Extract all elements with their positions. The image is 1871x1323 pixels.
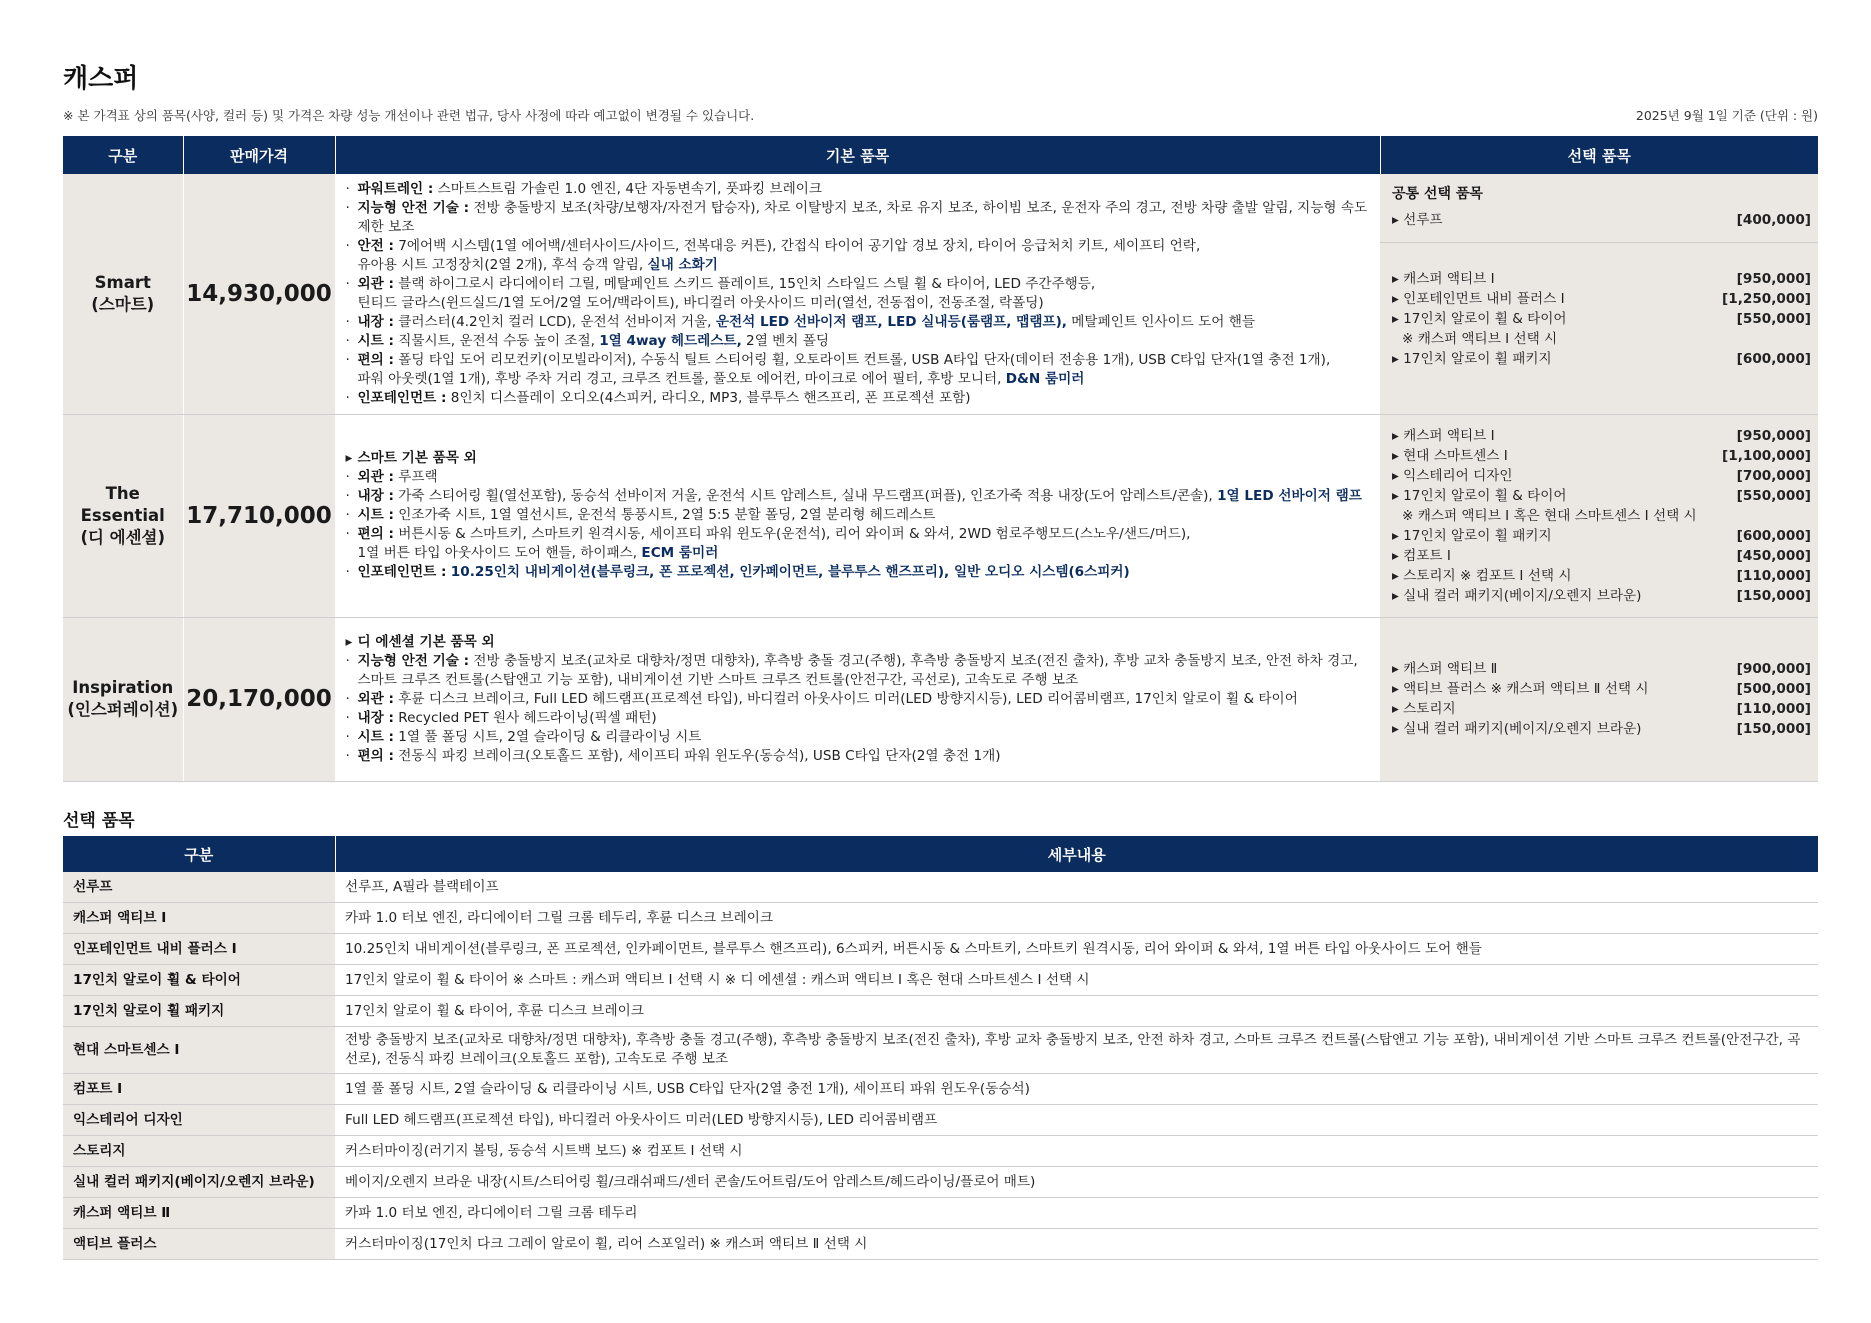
header-options: 선택 품목 [1380,136,1818,174]
basic-item-label: 인포테인먼트 : [357,389,447,406]
basic-item-label: 외관 : [357,690,394,707]
bullet-icon: · [345,690,350,707]
option-detail-desc: 커스터마이징(17인치 다크 그레이 알로이 휠, 리어 스포일러) ※ 캐스퍼 액티브 Ⅱ 선택 시 [335,1229,1818,1260]
basic-item-text [358,468,1371,487]
basic-item [346,199,1371,237]
trim-name-cell [63,617,183,781]
option-name: ▸ 인포테인먼트 내비 플러스 Ⅰ [1392,291,1565,307]
common-options-title: 공통 선택 품목 [1392,186,1483,202]
option-items-cell [1380,174,1818,414]
bullet-icon: · [345,313,350,330]
trim-price: 14,930,000 [183,174,335,414]
option-detail-name: 현대 스마트센스 Ⅰ [63,1027,335,1074]
options-header-detail: 세부내용 [335,836,1818,872]
common-options-block [1380,174,1818,243]
bullet-icon: · [345,469,350,485]
option-detail-name: 실내 컬러 패키지(베이지/오렌지 브라운) [63,1167,335,1198]
option-detail-name: 익스테리어 디자인 [63,1105,335,1136]
option-name: ▸ 17인치 알로이 휠 & 타이어 [1392,311,1567,327]
trim-name-cell [63,414,183,617]
basic-item-text [358,709,1371,728]
bullet-icon: · [345,728,350,745]
basic-item [346,256,1371,275]
bullet-icon: · [345,389,350,406]
option-detail-name: 캐스퍼 액티브 Ⅱ [63,1198,335,1229]
basic-item [346,525,1371,544]
trim-name-kr: (디 에센셜) [80,527,166,547]
header-trim: 구분 [63,136,183,174]
option-row [1392,679,1811,699]
option-price: [150,000] [1736,587,1811,604]
trim-table-header [63,136,1818,174]
page-title: 캐스퍼 [63,64,139,94]
basic-item [346,506,1371,525]
basic-item [346,652,1371,671]
bullet-icon: · [345,237,350,254]
option-price: [550,000] [1736,311,1811,327]
option-detail-row [63,965,1818,996]
basic-item-desc: 전동식 파킹 브레이크(오토홀드 포함), 세이프티 파워 윈도우(동승석), USB C타입 단자(2열 충전 1개) [393,747,1001,764]
option-detail-row [63,1167,1818,1198]
basic-item-text [358,690,1371,709]
option-detail-desc: 17인치 알로이 휠 & 타이어, 후륜 디스크 브레이크 [335,996,1818,1027]
option-name: ▸ 캐스퍼 액티브 Ⅰ [1392,427,1495,444]
basic-item [346,690,1371,709]
basic-item-highlight: 1열 4way 헤드레스트, [599,332,742,349]
trim-price: 20,170,000 [183,617,335,781]
basic-item-desc: 틴티드 글라스(윈드실드/1열 도어/2열 도어/백라이트), 바디컬러 아웃사이드 미러(열선, 전동접이, 전동조절, 락폴딩) [357,294,1044,311]
option-name-text: 컴포트 Ⅰ [1403,547,1451,564]
bullet-icon: · [345,709,350,726]
basic-intro-text [358,633,1371,652]
options-table-header [63,836,1818,872]
option-row [1392,466,1811,486]
option-detail-row [63,1074,1818,1105]
option-name-text: 액티브 플러스 ※ 캐스퍼 액티브 Ⅱ 선택 시 [1403,681,1649,697]
option-name-text: 익스테리어 디자인 [1403,467,1513,484]
trim-price-table [63,136,1818,782]
option-name-text: 스토리지 [1403,701,1456,717]
option-detail-desc: 10.25인치 내비게이션(블루링크, 폰 프로젝션, 인카페이먼트, 블루투스 핸즈프리), 6스피커, 버튼시동 & 스마트키, 스마트키 원격시동, 리어 와이퍼 & 와셔, 1열 버튼 타입 아웃사이드 도어 핸들 [335,934,1818,965]
option-name: ▸ 현대 스마트센스 Ⅰ [1392,447,1508,464]
bullet-icon: · [345,652,350,669]
option-name-text: 실내 컬러 패키지(베이지/오렌지 브라운) [1403,587,1642,604]
basic-item [346,709,1371,728]
header-basic: 기본 품목 [335,136,1380,174]
option-name-text: 실내 컬러 패키지(베이지/오렌지 브라운) [1403,721,1642,737]
basic-item-after: 2열 벤치 폴딩 [741,332,830,349]
option-row [1392,526,1811,546]
basic-item-text [358,389,1371,408]
basic-item [346,389,1371,408]
trim-name: The Essential [80,483,165,525]
triangle-bullet-icon: ▸ [345,450,353,466]
option-detail-desc: 전방 충돌방지 보조(교차로 대향차/정면 대향차), 후측방 충돌 경고(주행), 후측방 충돌방지 보조(전진 출차), 후방 교차 충돌방지 보조, 안전 하차 경고, 스마트 크루즈 컨트롤(스탑앤고 기능 포함), 내비게이션 기반 스마트 크루즈 컨트롤(안전구간, 곡선로), 전동식 파킹 브레이크(오토홀드 포함), 고속도로 주행 보조 [335,1027,1818,1074]
trim-price: 17,710,000 [183,414,335,617]
basic-item-text [358,671,1371,690]
basic-item [346,294,1371,313]
option-detail-name: 인포테인먼트 내비 플러스 Ⅰ [63,934,335,965]
option-detail-row [63,1198,1818,1229]
basic-item-desc: 전방 충돌방지 보조(교차로 대향차/정면 대향차), 후측방 충돌 경고(주행), 후측방 충돌방지 보조(전진 출차), 후방 교차 충돌방지 보조, 안전 하차 경고, [469,652,1358,669]
basic-item-desc: 파워 아웃렛(1열 1개), 후방 주차 거리 경고, 크루즈 컨트롤, 풀오토 에어컨, 마이크로 에어 필터, 후방 모니터, [357,370,1006,387]
basic-item-text [358,199,1371,237]
option-row [1392,719,1811,739]
option-detail-desc: 카파 1.0 터보 엔진, 라디에이터 그릴 크롬 테두리 [335,1198,1818,1229]
option-row [1392,586,1811,606]
basic-item-label: 내장 : [357,488,394,504]
option-name-text: 17인치 알로이 휠 패키지 [1403,351,1552,367]
basic-item-label: 외관 : [357,469,394,485]
option-row [1392,349,1811,369]
option-items-cell [1380,414,1818,617]
option-row [1392,426,1811,446]
option-row [1392,269,1811,289]
option-row [1392,699,1811,719]
basic-item-highlight: 실내 소화기 [647,256,718,273]
option-detail-name: 스토리지 [63,1136,335,1167]
basic-item-highlight: 1열 LED 선바이저 램프 [1217,488,1362,504]
option-detail-row [63,1105,1818,1136]
basic-item-text [358,370,1371,389]
basic-item-text [358,294,1371,313]
option-detail-row [63,903,1818,934]
option-name-text: 현대 스마트센스 Ⅰ [1403,447,1508,464]
basic-item-desc: 1열 버튼 타입 아웃사이드 도어 핸들, 하이패스, [357,545,642,561]
basic-item-highlight: 10.25인치 내비게이션(블루링크, 폰 프로젝션, 인카페이먼트, 블루투스 핸즈프리), 일반 오디오 시스템(6스피커) [450,564,1130,580]
basic-item-desc: 후륜 디스크 브레이크, Full LED 헤드램프(프로젝션 타입), 바디컬러 아웃사이드 미러(LED 방향지시등), LED 리어콤비램프, 17인치 알로이 휠 & 타이어 [393,690,1298,707]
option-detail-name: 액티브 플러스 [63,1229,335,1260]
basic-intro [346,633,1371,652]
basic-item-highlight: D&N 룸미러 [1005,370,1085,387]
basic-item-desc: 7에어백 시스템(1열 에어백/센터사이드/사이드, 전복대응 커튼), 간접식 타이어 공기압 경보 장치, 타이어 응급처치 키트, 세이프티 언락, [393,237,1201,254]
option-name-text: 인포테인먼트 내비 플러스 Ⅰ [1403,291,1565,307]
option-name: ▸ 실내 컬러 패키지(베이지/오렌지 브라운) [1392,587,1642,604]
basic-item-label: 안전 : [357,237,394,254]
basic-item-desc: 루프랙 [393,469,438,485]
option-detail-row [63,996,1818,1027]
option-detail-name: 선루프 [63,872,335,903]
bullet-icon: · [345,351,350,368]
option-price: [450,000] [1736,547,1811,564]
bullet-icon: · [345,747,350,764]
basic-item [346,332,1371,351]
basic-item-desc: 직물시트, 운전석 수동 높이 조절, [393,332,600,349]
option-name-text: 17인치 알로이 휠 패키지 [1403,527,1552,544]
basic-items-cell [335,414,1380,617]
basic-item-desc: 블랙 하이그로시 라디에이터 그릴, 메탈페인트 스키드 플레이트, 15인치 스타일드 스틸 휠 & 타이어, LED 주간주행등, [393,275,1096,292]
option-row [1392,309,1811,329]
trim-row [63,617,1818,781]
option-name-text: 17인치 알로이 휠 & 타이어 [1403,487,1567,504]
basic-item-desc: Recycled PET 원사 헤드라이닝(픽셀 패턴) [393,709,657,726]
basic-item-label: 지능형 안전 기술 : [357,199,470,216]
basic-item-desc: 전방 충돌방지 보조(차량/보행자/자전거 탑승자), 차로 이탈방지 보조, 차로 유지 보조, 하이빔 보조, 운전자 주의 경고, 전방 차량 출발 알림, 지능형 속도 제한 보조 [357,199,1368,235]
basic-item-text [358,506,1371,525]
option-row [1392,546,1811,566]
option-name: ▸ 액티브 플러스 ※ 캐스퍼 액티브 Ⅱ 선택 시 [1392,681,1649,697]
bullet-icon: · [345,507,350,523]
option-name: ▸ 스토리지 ※ 컴포트 Ⅰ 선택 시 [1392,567,1572,584]
trim-name: Inspiration [72,678,174,697]
basic-item [346,487,1371,506]
option-price: [110,000] [1736,701,1811,717]
option-name: ▸ 17인치 알로이 휠 패키지 [1392,351,1552,367]
option-price: [900,000] [1736,661,1811,677]
option-row [1392,566,1811,586]
basic-item-label: 시트 : [357,332,394,349]
bullet-icon: · [345,332,350,349]
basic-intro-label: 디 에센셜 기본 품목 외 [357,633,495,650]
trim-options-block [1380,243,1818,379]
option-detail-row [63,934,1818,965]
option-price: [1,250,000] [1722,291,1811,307]
basic-item-label: 시트 : [357,507,394,523]
option-detail-desc: 커스터마이징(러기지 볼팅, 동승석 시트백 보드) ※ 컴포트 Ⅰ 선택 시 [335,1136,1818,1167]
basic-item-desc: 폴딩 타입 도어 리모컨키(이모빌라이저), 수동식 틸트 스티어링 휠, 오토라이트 컨트롤, USB A타입 단자(데이터 전송용 1개), USB C타입 단자(1열 충전 1개), [393,351,1331,368]
basic-item-text [358,332,1371,351]
option-price: [950,000] [1736,427,1811,444]
basic-item-desc: 스마트스트림 가솔린 1.0 엔진, 4단 자동변속기, 풋파킹 브레이크 [433,180,822,197]
basic-item-text [358,180,1371,199]
option-name: ▸ 캐스퍼 액티브 Ⅱ [1392,661,1498,677]
header-price: 판매가격 [183,136,335,174]
basic-item-label: 지능형 안전 기술 : [357,652,470,669]
basic-item [346,275,1371,294]
basic-item [346,671,1371,690]
basic-item [346,351,1371,370]
trim-row [63,414,1818,617]
basic-intro-label: 스마트 기본 품목 외 [357,450,477,466]
option-row [1392,289,1811,309]
option-price: [550,000] [1736,487,1811,504]
option-name: ▸ 실내 컬러 패키지(베이지/오렌지 브라운) [1392,721,1642,737]
option-detail-desc: 17인치 알로이 휠 & 타이어 ※ 스마트 : 캐스퍼 액티브 Ⅰ 선택 시 ※ 디 에센셜 : 캐스퍼 액티브 Ⅰ 혹은 현대 스마트센스 Ⅰ 선택 시 [335,965,1818,996]
option-detail-name: 컴포트 Ⅰ [63,1074,335,1105]
basic-item-text [358,256,1371,275]
option-name-text: 선루프 [1403,212,1443,228]
option-items-cell [1380,617,1818,781]
option-price: [150,000] [1736,721,1811,737]
option-detail-row [63,1027,1818,1074]
notice-text: ※ 본 가격표 상의 품목(사양, 컬러 등) 및 가격은 차량 성능 개선이나 관련 법규, 당사 사정에 따라 예고없이 변경될 수 있습니다. [63,108,755,123]
option-detail-row [63,1136,1818,1167]
basic-item [346,563,1371,582]
basic-item-desc: 1열 풀 폴딩 시트, 2열 슬라이딩 & 리클라이닝 시트 [393,728,702,745]
bullet-icon: · [345,199,350,216]
trim-name-cell [63,174,183,414]
basic-items-cell [335,617,1380,781]
basic-item-label: 내장 : [357,709,394,726]
basic-item-label: 외관 : [357,275,394,292]
basic-item-desc: 유아용 시트 고정장치(2열 2개), 후석 승객 알림, [357,256,648,273]
basic-item-highlight: 운전석 LED 선바이저 램프, LED 실내등(룸램프, 맵램프), [715,313,1067,330]
option-detail-name: 17인치 알로이 휠 & 타이어 [63,965,335,996]
option-detail-name: 캐스퍼 액티브 Ⅰ [63,903,335,934]
basic-item-text [358,525,1371,544]
basic-intro-text [358,449,1371,468]
bullet-icon: · [345,180,350,197]
option-name: ▸ 캐스퍼 액티브 Ⅰ [1392,271,1495,287]
option-name-text: 캐스퍼 액티브 Ⅱ [1403,661,1498,677]
common-option-row [1392,210,1811,230]
option-detail-desc: Full LED 헤드램프(프로젝션 타입), 바디컬러 아웃사이드 미러(LED 방향지시등), LED 리어콤비램프 [335,1105,1818,1136]
basic-item-label: 인포테인먼트 : [357,564,447,580]
basic-item-desc: 스마트 크루즈 컨트롤(스탑앤고 기능 포함), 내비게이션 기반 스마트 크루즈 컨트롤(안전구간, 곡선로), 고속도로 주행 보조 [357,671,1079,688]
option-name-text: 17인치 알로이 휠 & 타이어 [1403,311,1567,327]
basic-item-desc: 8인치 디스플레이 오디오(4스피커, 라디오, MP3, 블루투스 핸즈프리, 폰 프로젝션 포함) [446,389,971,406]
option-name-text: 캐스퍼 액티브 Ⅰ [1403,427,1495,444]
basic-item-label: 시트 : [357,728,394,745]
option-name-text: 캐스퍼 액티브 Ⅰ [1403,271,1495,287]
option-price: [110,000] [1736,567,1811,584]
option-price: [400,000] [1736,212,1811,228]
option-detail-desc: 선루프, A필라 블랙테이프 [335,872,1818,903]
basic-item-label: 파워트레인 : [357,180,434,197]
option-row [1392,446,1811,466]
basic-item-text [358,563,1371,582]
triangle-bullet-icon: ▸ [345,633,353,650]
option-name: ▸ 선루프 [1392,212,1443,228]
basic-item-desc: 인조가죽 시트, 1열 열선시트, 운전석 통풍시트, 2열 5:5 분할 폴딩, 2열 분리형 헤드레스트 [393,507,936,523]
option-row [1392,486,1811,506]
basic-item-text [358,351,1371,370]
basic-item-desc: 버튼시동 & 스마트키, 스마트키 원격시동, 세이프티 파워 윈도우(운전석), 리어 와이퍼 & 와셔, 2WD 험로주행모드(스노우/샌드/머드), [393,526,1191,542]
option-price: [1,100,000] [1722,447,1811,464]
basic-item-desc: 클러스터(4.2인치 컬러 LCD), 운전석 선바이저 거울, [393,313,716,330]
options-detail-table [63,836,1818,1260]
basic-item-label: 편의 : [357,351,394,368]
basic-item-label: 편의 : [357,747,394,764]
basic-item-label: 편의 : [357,526,394,542]
basic-item-text [358,237,1371,256]
option-name: ▸ 컴포트 Ⅰ [1392,547,1451,564]
option-detail-name: 17인치 알로이 휠 패키지 [63,996,335,1027]
option-name: ▸ 17인치 알로이 휠 & 타이어 [1392,487,1567,504]
basic-items-cell [335,174,1380,414]
option-detail-desc: 1열 풀 폴딩 시트, 2열 슬라이딩 & 리클라이닝 시트, USB C타입 단자(2열 충전 1개), 세이프티 파워 윈도우(동승석) [335,1074,1818,1105]
bullet-icon: · [345,526,350,542]
basic-item [346,468,1371,487]
basic-item-text [358,275,1371,294]
basic-intro [346,449,1371,468]
option-detail-desc: 베이지/오렌지 브라운 내장(시트/스티어링 휠/크래쉬패드/센터 콘솔/도어트림/도어 암레스트/헤드라이닝/플로어 매트) [335,1167,1818,1198]
options-section-title: 선택 품목 [63,811,135,831]
trim-row [63,174,1818,414]
option-price: [700,000] [1736,467,1811,484]
trim-name-kr: (인스퍼레이션) [67,700,179,719]
option-name: ▸ 17인치 알로이 휠 패키지 [1392,527,1552,544]
basic-item-text [358,544,1371,563]
basic-item-text [358,652,1371,671]
option-price: [500,000] [1736,681,1811,697]
basic-item-label: 내장 : [357,313,394,330]
option-price: [950,000] [1736,271,1811,287]
basic-item [346,747,1371,766]
basic-item [346,370,1371,389]
trim-name: Smart [94,272,151,292]
basic-item-text [358,487,1371,506]
basic-item-highlight: ECM 룸미러 [641,545,719,561]
option-name: ▸ 스토리지 [1392,701,1456,717]
basic-item [346,180,1371,199]
basic-item-text [358,313,1371,332]
option-price: [600,000] [1736,527,1811,544]
bullet-icon: · [345,488,350,504]
option-detail-row [63,1229,1818,1260]
trim-name-kr: (스마트) [91,294,155,314]
option-name-text: 스토리지 ※ 컴포트 Ⅰ 선택 시 [1403,567,1572,584]
options-header-name: 구분 [63,836,335,872]
option-name: ▸ 익스테리어 디자인 [1392,467,1513,484]
option-row [1392,659,1811,679]
date-text: 2025년 9월 1일 기준 (단위 : 원) [1635,108,1818,123]
basic-item [346,237,1371,256]
option-note: ※ 캐스퍼 액티브 Ⅰ 선택 시 [1402,331,1558,347]
bullet-icon: · [345,564,350,580]
basic-item-text [358,747,1371,766]
basic-item [346,313,1371,332]
basic-item [346,544,1371,563]
option-detail-desc: 카파 1.0 터보 엔진, 라디에이터 그릴 크롬 테두리, 후륜 디스크 브레이크 [335,903,1818,934]
option-note: ※ 캐스퍼 액티브 Ⅰ 혹은 현대 스마트센스 Ⅰ 선택 시 [1402,507,1697,524]
basic-item-desc: 가죽 스티어링 휠(열선포함), 동승석 선바이저 거울, 운전석 시트 암레스트, 실내 무드램프(퍼플), 인조가죽 적용 내장(도어 암레스트/콘솔), [393,488,1218,504]
basic-item [346,728,1371,747]
basic-item-text [358,728,1371,747]
bullet-icon: · [345,275,350,292]
option-price: [600,000] [1736,351,1811,367]
basic-item-after: 메탈페인트 인사이드 도어 핸들 [1066,313,1255,330]
option-detail-row [63,872,1818,903]
